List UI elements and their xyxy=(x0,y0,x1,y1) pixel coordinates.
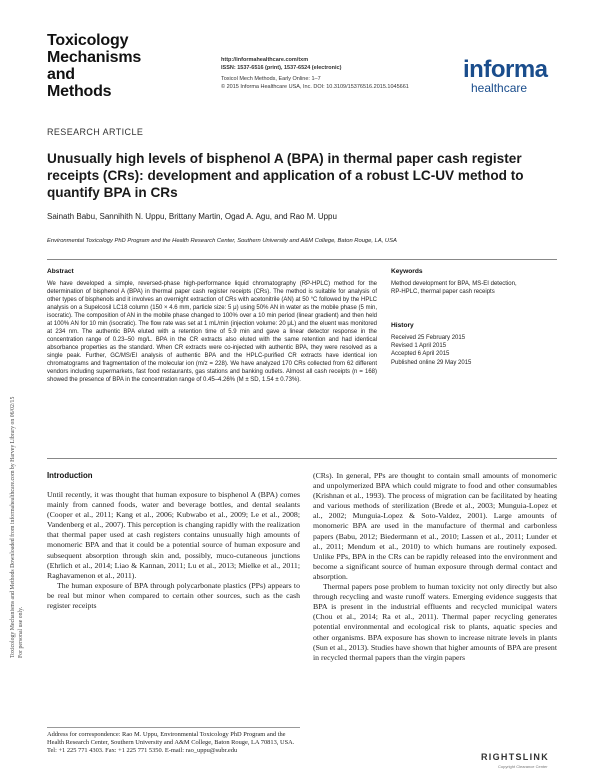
keywords-text: Method development for BPA, MS-EI detection, RP-HPLC, thermal paper cash receipts xyxy=(391,281,517,295)
footnote-divider xyxy=(47,727,300,728)
history-item: Revised 1 April 2015 xyxy=(391,343,447,350)
introduction-heading: Introduction xyxy=(47,471,93,480)
paragraph: Thermal papers pose problem to human toxicity not only directly but also through recycling and waste runoff waters. Emerging evidence suggests that BPA is present in the industrial effluents and recycled municipal waters (Chou et al., 2014; Ra et al., 2011). Thermal paper recycling generates potential environmental and ecological risk to plants, aquatic species and other organisms. BPA exposure has shown to increase nitrate levels in plants (Sun et al., 2013). Studies have shown that higher amounts of BPA are present in recycled thermal papers than the virgin papers xyxy=(313,582,557,662)
issn: ISSN: 1537-6516 (print), 1537-6524 (electronic) xyxy=(221,64,342,71)
abstract-heading: Abstract xyxy=(47,268,74,275)
citation: Toxicol Mech Methods, Early Online: 1–7 xyxy=(221,76,321,82)
body-column-right xyxy=(313,471,557,663)
paragraph: The human exposure of BPA through polycarbonate plastics (PPs) appears to be real but minor when compared to certain other sources, such as the cash register receipts xyxy=(47,580,300,611)
header-info xyxy=(221,57,409,91)
paragraph: Until recently, it was thought that human exposure to bisphenol A (BPA) comes mainly from canned foods, water and beverage bottles, and dental sealants (Cooper et al., 2011; Kang et al., 2006; Kubwabo et al., 2009; Le et al., 2008; Vandenberg et al., 2007). This perception is changing rapidly with the realization that thermal paper used at cash registers contains unusually high amounts of monomeric BPA and that it could be a potential source of human exposure and subsequent absorption through skin and, possibly, muco-cutaneous junctions (Ehrlich et al., 2014; Liao & Kannan, 2011; Lu et al., 2013; Mielke et al., 2011; Raghavamenon et al., 2011). xyxy=(47,490,300,580)
publisher-word: informa xyxy=(463,56,548,83)
rightslink-sub: Copyright Clearance Center xyxy=(498,764,548,769)
article-title: Unusually high levels of bisphenol A (BPA) in thermal paper cash register receipts (CRs): development and application of a robust LC-UV method to quantify BPA in CRs xyxy=(47,151,524,200)
keywords-heading: Keywords xyxy=(391,268,423,275)
body-column-left xyxy=(47,490,300,611)
publisher-sub: healthcare xyxy=(471,81,528,95)
abstract-text: We have developed a simple, reversed-phase high-performance liquid chromatography (RP-HPLC) method for the determination of bisphenol A (BPA) in thermal paper cash register receipts (CRs). The method is suitable for analysis of other types of bisphenols and it involves an overnight extraction of CRs with acetonitrile (AN) at 50 °C followed by the HPLC analysis on a Supelcosil LC18 column (150 × 4.6 mm, particle size: 5 μ) using 50% AN in water as the mobile phase (5 min, isocratic). The composition of AN in the mobile phase changed to 100% over a 10 min period (linear gradient) and then held at 100% AN for 10 min (isocratic). The flow rate was set at 1 mL/min (injection volume: 20 μL) and the eluent was monitored at 234 nm. The authentic BPA eluted with a retention time of 5.9 min and gave a linear detector response in the concentration range of 0.23–50 mg/L. BPA in the CR extracts also eluted with the same retention and had identical absorbance properties as the standard. When CR extracts were co-injected with authentic BPA, they were resolved as a single peak. Further, GC/MS/EI analysis of authentic BPA and the HPLC-purified CR extracts have identical ion chromatograms and fragmentation of the molecular ion (m/z = 228). We have analyzed 170 CRs collected from 62 different vendors including supermarkets, fast food restaurants, gas stations and banking outlets. Almost all cash receipts (n = 168) showed the presence of BPA in the concentration range of 0.45–4.26% (M ± SD, 1.54 ± 0.73%). xyxy=(47,281,377,383)
journal-name-line: Toxicology xyxy=(47,32,129,49)
journal-name-line: Mechanisms xyxy=(47,49,142,66)
history-item: Received 25 February 2015 xyxy=(391,335,466,341)
copyright: © 2015 Informa Healthcare USA, Inc. DOI: 10.3109/15376516.2015.1045661 xyxy=(221,83,409,90)
paragraph: (CRs). In general, PPs are thought to contain small amounts of monomeric and unpolymerized BPA which could migrate to food and other consumables (Krishnan et al., 1993). The process of migration can be facilitated by heating and various methods of sterilization (Brede et al., 2003; Munguia-Lopez et al., 2002; Munguia-Lopez & Soto-Valdez, 2001). Large amounts of monomeric BPA are used in the manufacture of thermal and carbonless papers (Babu, 2012; Biedermann et al., 2010; Lassen et al., 2011; Lunder et al., 2011; Mendum et al., 2010) to which humans are routinely exposed. Unlike PPs, BPA in the CRs can be rapidly released into the environment and become a significant source of human exposure through dermal contact and absorption. xyxy=(313,471,557,581)
rightslink-logo[interactable]: RIGHTSLINK xyxy=(481,752,549,762)
download-note xyxy=(4,218,34,658)
history-item: Accepted 6 April 2015 xyxy=(391,351,450,358)
history-heading: History xyxy=(391,322,414,329)
download-note-line: Toxicology Mechanisms and Methods Downloaded from informahealthcare.com by Harvey Library on 06/02/15 xyxy=(10,396,16,658)
divider xyxy=(47,458,557,459)
correspondence-address: Address for correspondence: Rao M. Uppu, Environmental Toxicology PhD Program and the Health Research Center, Southern University and A&M College, Baton Rouge, LA 70813, USA. Tel: +1 225 771 4303. Fax: +1 225 771 5350. E-mail: rao_uppu@subr.edu xyxy=(47,731,295,755)
section-label: RESEARCH ARTICLE xyxy=(47,127,144,137)
journal-name-line: and xyxy=(47,66,75,83)
author-list: Sainath Babu, Sannihith N. Uppu, Brittany Martin, Ogad A. Agu, and Rao M. Uppu xyxy=(47,212,337,221)
journal-name xyxy=(47,32,141,100)
divider xyxy=(47,259,557,260)
journal-name-line: Methods xyxy=(47,83,112,100)
publisher-logo xyxy=(463,58,548,94)
history-list xyxy=(391,334,471,367)
download-note-line: For personal use only. xyxy=(18,606,24,658)
journal-url[interactable]: http://informahealthcare.com/txm xyxy=(221,57,309,63)
affiliation: Environmental Toxicology PhD Program and the Health Research Center, Southern University and A&M College, Baton Rouge, LA, USA xyxy=(47,238,397,244)
history-item: Published online 29 May 2015 xyxy=(391,359,472,366)
